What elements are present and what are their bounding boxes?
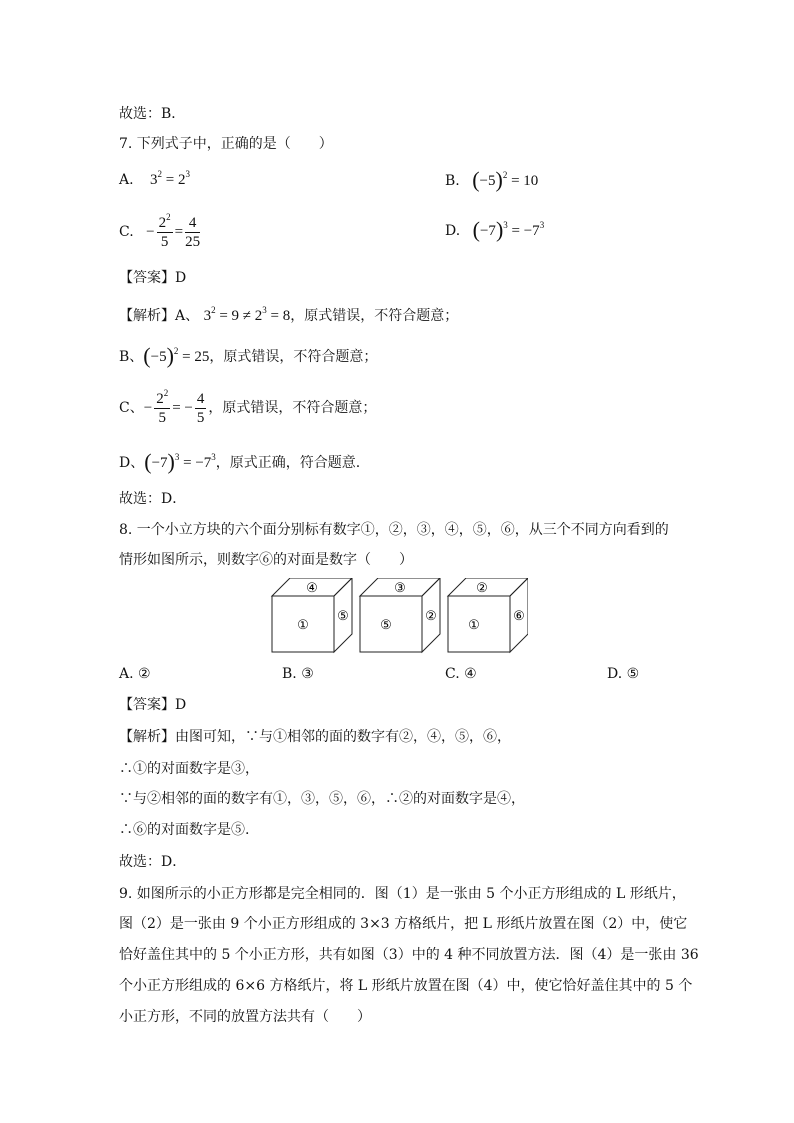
q9-stem-line4: 个小正方形组成的 6×6 方格纸片，将 L 形纸片放置在图（4）中，使它恰好盖住其中的 5 个 xyxy=(119,978,693,994)
q7-option-d: D. $(-7)^3 = -7^3$ xyxy=(445,217,545,242)
q8-analysis-line1: 【解析】由图可知，∵与①相邻的面的数字有②，④，⑤，⑥， xyxy=(119,729,511,745)
q7-analysis-d: D、$(-7)^3 = -7^3$，原式正确，符合题意. xyxy=(119,449,361,474)
cube-top-label: ③ xyxy=(394,581,406,596)
cube-side-label: ⑤ xyxy=(337,609,349,624)
q8-option-a: A. ② xyxy=(119,666,151,682)
analysis-label: 【解析】 xyxy=(119,308,175,324)
q7-option-c: C. − $\frac{2^2}{5}$ = $\frac{4}{25}$ xyxy=(119,211,201,250)
q9-stem-line5: 小正方形，不同的放置方法共有（ ） xyxy=(119,1009,371,1025)
q8-choose: 故选：D． xyxy=(119,854,187,870)
cube-view-3 xyxy=(448,578,528,652)
q7-analysis-a: 【解析】A、 $3^2 = 9 \ne 2^3 = 8$，原式错误，不符合题意； xyxy=(119,305,459,324)
cube-side-label: ② xyxy=(425,609,437,624)
q8-option-b: B. ③ xyxy=(282,666,314,682)
q7-choose: 故选：D． xyxy=(119,491,187,507)
cube-views-figure xyxy=(268,578,528,654)
q8-stem-line2: 情形如图所示，则数字⑥的对面是数字（ ） xyxy=(119,552,413,568)
option-label: A. xyxy=(119,172,134,188)
prev-choose: 故选：B． xyxy=(119,106,186,122)
q7-stem: 7. 下列式子中，正确的是（ ） xyxy=(119,136,333,152)
option-label: B. xyxy=(445,173,460,189)
q7-analysis-c: C、− $\frac{2^2}{5}$ = − $\frac{4}{5}$ ，原式错误，不符合题意； xyxy=(119,387,377,426)
q7-analysis-b: B、$(-5)^2 = 25$，原式错误，不符合题意； xyxy=(119,343,378,368)
q9-stem-line3: 恰好盖住其中的 5 个小正方形，共有如图（3）中的 4 种不同放置方法．图（4）是一张由 36 xyxy=(119,947,699,963)
option-label: C. xyxy=(119,224,134,240)
q8-analysis-line4: ∴⑥的对面数字是⑤. xyxy=(119,822,250,838)
q8-analysis-line3: ∵与②相邻的面的数字有①，③，⑤，⑥，∴②的对面数字是④， xyxy=(119,791,525,807)
q8-option-c: C. ④ xyxy=(445,666,477,682)
q8-analysis-line2: ∴①的对面数字是③， xyxy=(119,761,259,777)
cube-side-label: ⑥ xyxy=(513,609,525,624)
option-label: D. xyxy=(445,223,461,239)
q8-stem-line1: 8. 一个小立方块的六个面分别标有数字①，②，③，④，⑤，⑥，从三个不同方向看到的 xyxy=(119,522,669,538)
cube-front-label: ⑤ xyxy=(380,618,392,633)
q8-option-d: D. ⑤ xyxy=(607,666,640,682)
q9-stem-line1: 9. 如图所示的小正方形都是完全相同的．图（1）是一张由 5 个小正方形组成的 L 形纸片， xyxy=(119,886,686,902)
cube-view-2 xyxy=(360,578,440,652)
cube-top-label: ② xyxy=(476,581,488,596)
q8-answer: 【答案】D xyxy=(119,697,187,713)
q7-option-a: A. $3^2 = 2^3$ xyxy=(119,169,190,188)
cube-view-1 xyxy=(272,578,352,652)
q7-option-b: B. $(-5)^2 = 10$ xyxy=(445,167,539,192)
cube-front-label: ① xyxy=(468,618,480,633)
q9-stem-line2: 图（2）是一张由 9 个小正方形组成的 3×3 方格纸片，把 L 形纸片放置在图（2）中，使它 xyxy=(119,916,688,932)
cube-top-label: ④ xyxy=(306,581,318,596)
cube-front-label: ① xyxy=(297,618,309,633)
q7-answer: 【答案】D xyxy=(119,270,187,286)
